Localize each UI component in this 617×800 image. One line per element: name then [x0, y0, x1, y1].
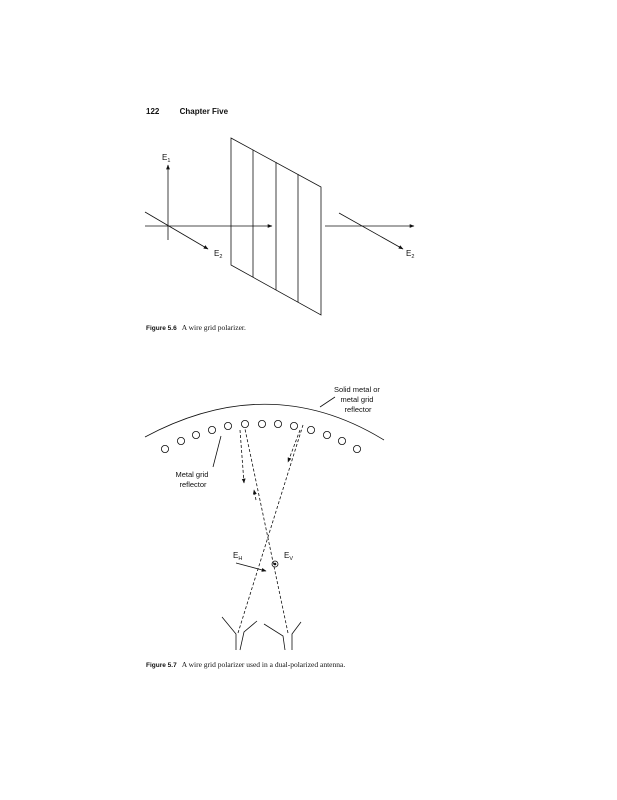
- figure-5-7-caption: [146, 660, 345, 669]
- ev-dot: [274, 563, 276, 565]
- label-e2-right: $E_2$: [406, 249, 415, 260]
- figure-5-6-caption: [146, 323, 246, 332]
- grid-wire-circle: [290, 422, 297, 429]
- grid-wire-circle: [353, 445, 360, 452]
- e2-right-arrow: [339, 213, 403, 249]
- figure-5-7-diagram: [145, 397, 384, 650]
- grid-reflector-label: Metal grid reflector: [175, 470, 209, 489]
- grid-reflector-leader: [213, 436, 221, 467]
- reflected-ray-left: [240, 430, 244, 483]
- grid-wire-circle: [177, 437, 184, 444]
- caption-text: A wire grid polarizer used in a dual-polarized antenna.: [181, 660, 346, 669]
- grid-wire-circle: [208, 426, 215, 433]
- ray-right-feed-to-reflector: [238, 425, 303, 633]
- right-feed-horn: [264, 622, 301, 650]
- label-e1: $E_1$: [162, 153, 171, 164]
- solid-reflector-label: Solid metal or metal grid reflector: [334, 385, 380, 414]
- left-feed-horn: [222, 617, 257, 650]
- grid-wire-circle: [224, 422, 231, 429]
- feed-ray-arrow-left: [254, 490, 256, 500]
- grid-wire-circle: [192, 431, 199, 438]
- reflected-ray-right: [288, 430, 300, 462]
- caption-text: A wire grid polarizer.: [181, 323, 246, 332]
- label-e2-left: $E_2$: [214, 249, 223, 260]
- page-number: 122: [146, 107, 160, 116]
- eh-arrow: [236, 563, 266, 571]
- grid-wire-circle: [338, 437, 345, 444]
- figure-5-6-diagram: [145, 138, 414, 315]
- chapter-title: Chapter Five: [179, 107, 229, 116]
- grid-wire-circle: [274, 420, 281, 427]
- label-eh: $E_H$: [233, 551, 243, 562]
- grid-wire-circle: [161, 445, 168, 452]
- grid-wire-row: [161, 420, 360, 452]
- ray-left-feed-to-reflector: [245, 429, 288, 633]
- caption-label: Figure 5.7: [146, 662, 177, 669]
- grid-wire-circle: [258, 420, 265, 427]
- grid-wire-circle: [307, 426, 314, 433]
- grid-wire-circle: [323, 431, 330, 438]
- e2-left-arrow: [145, 212, 208, 249]
- caption-label: Figure 5.6: [146, 325, 177, 332]
- label-ev: $E_V$: [284, 551, 294, 562]
- solid-reflector-leader: [320, 397, 335, 407]
- grid-wire-circle: [241, 420, 248, 427]
